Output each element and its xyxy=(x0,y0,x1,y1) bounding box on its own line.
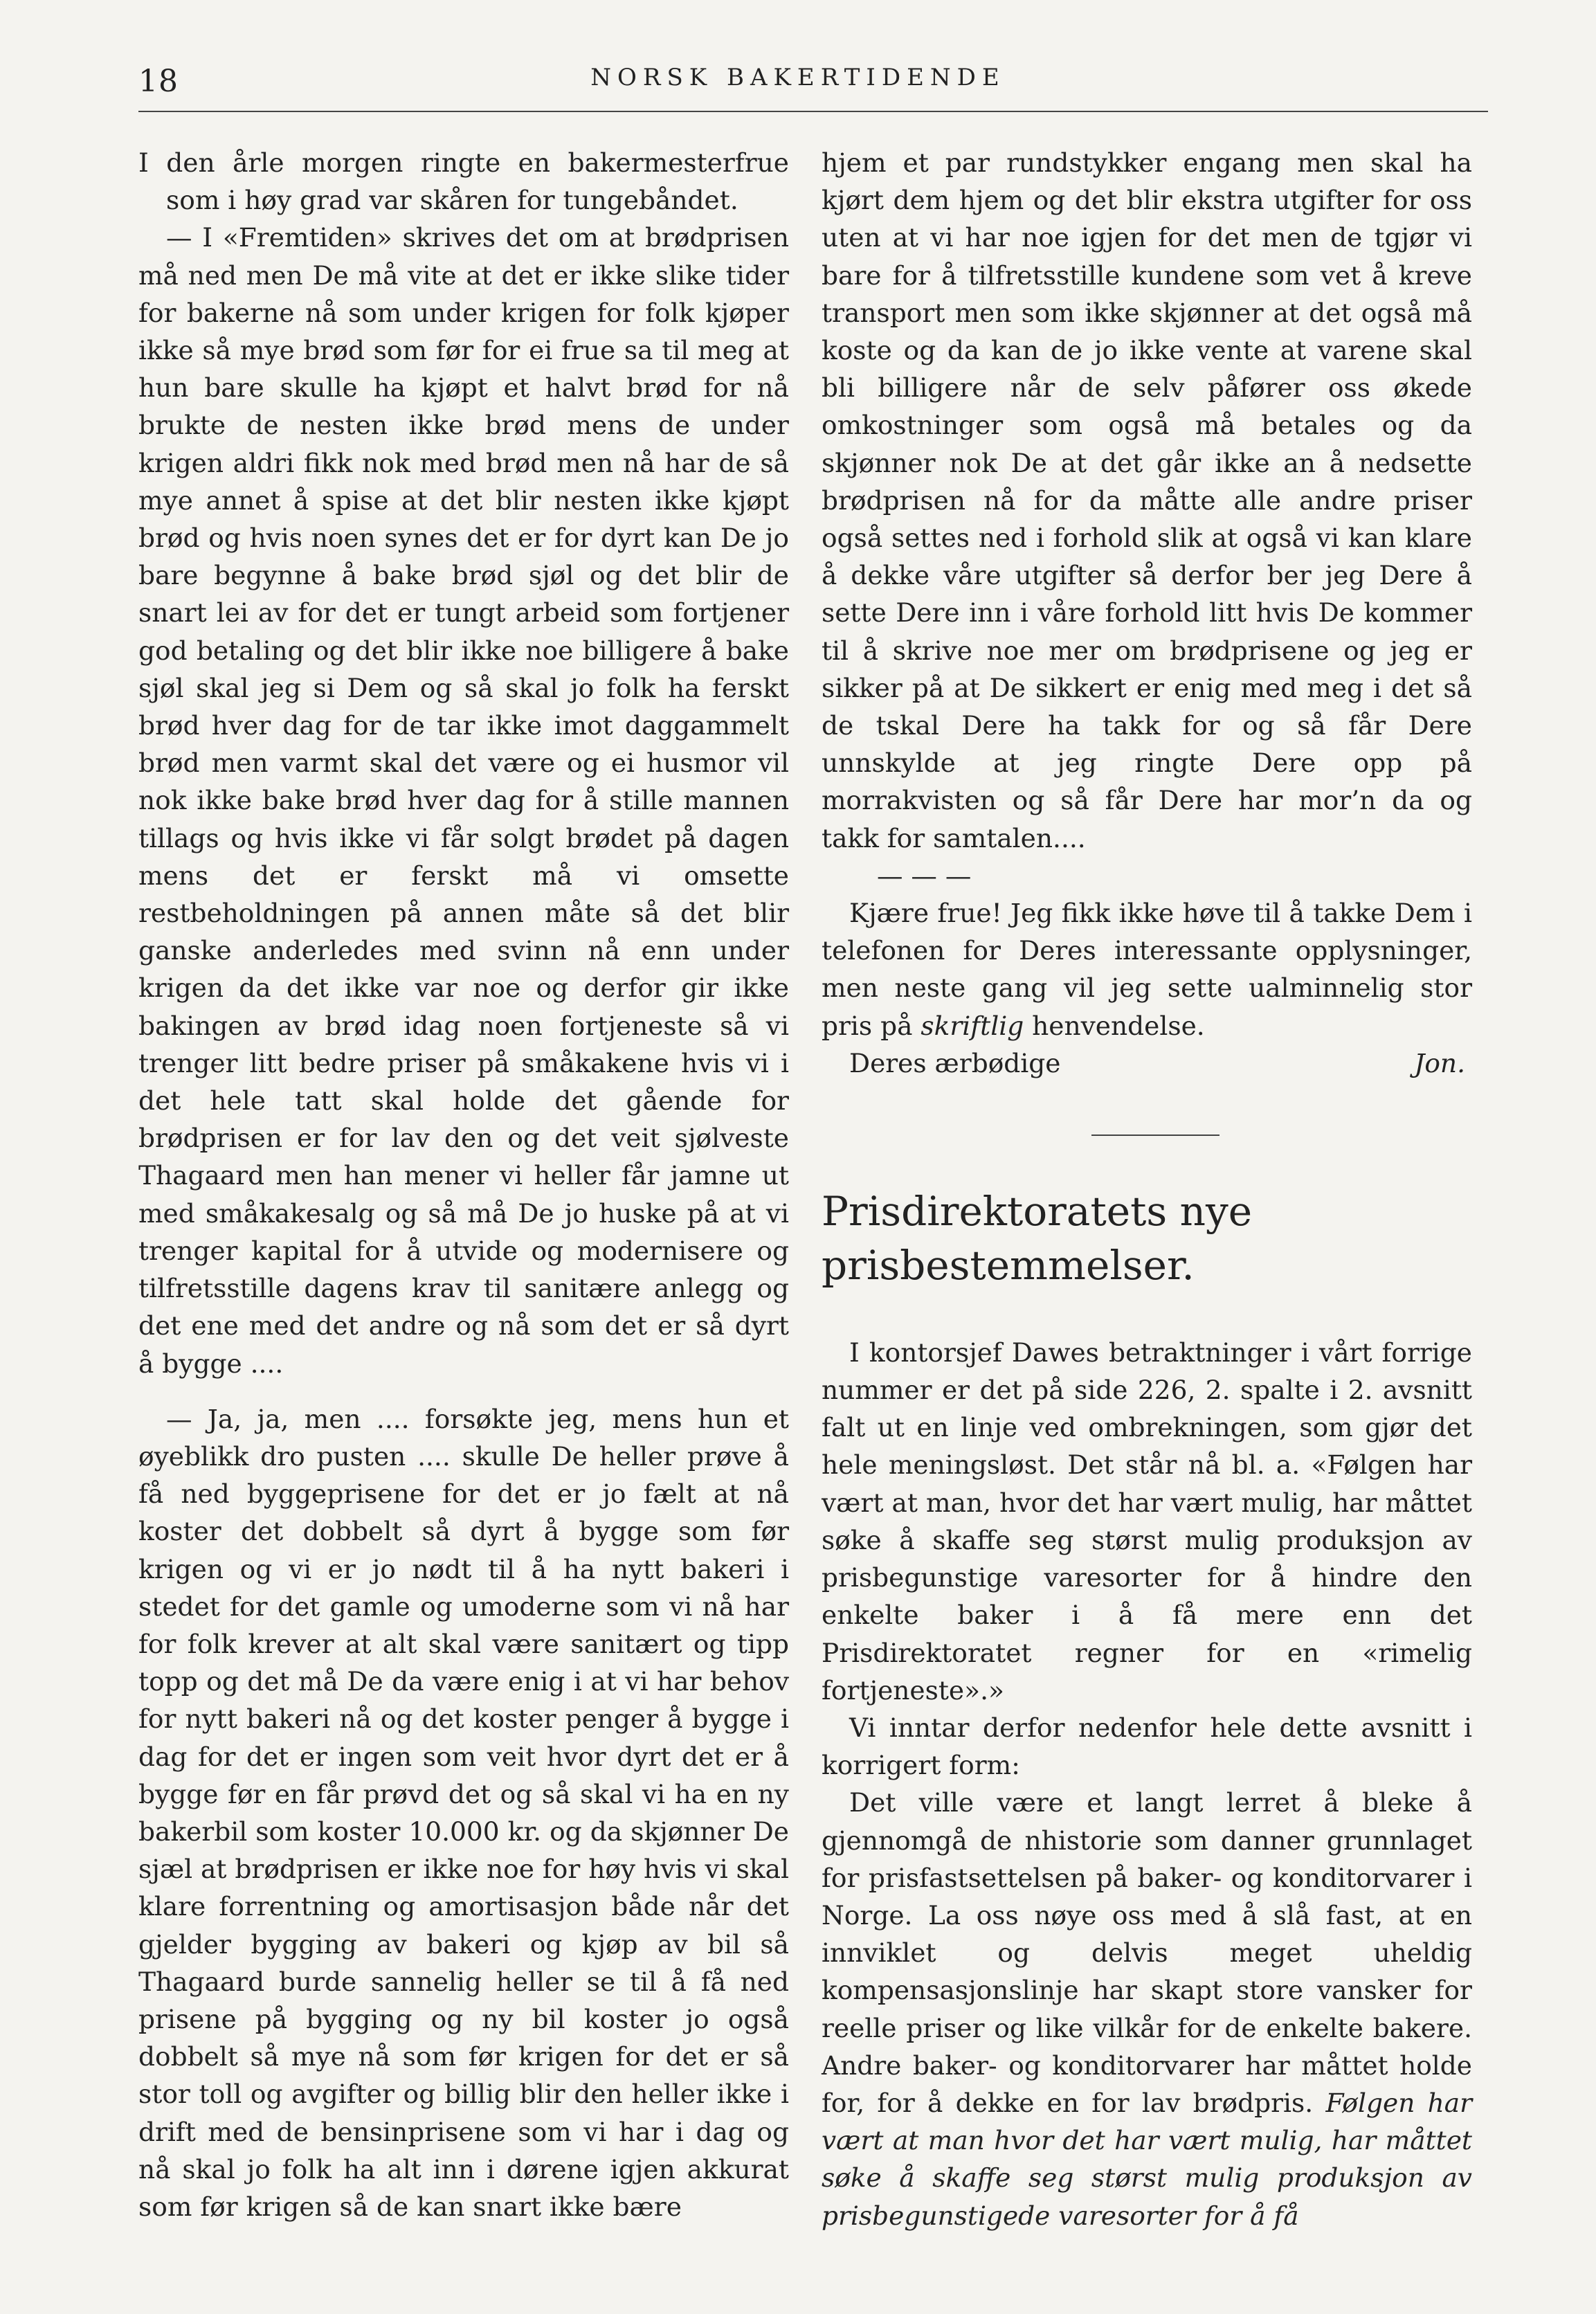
intro-paragraph: I den årle morgen ringte en bakermesterfrue som i høy grad var skåren for tungebåndet. xyxy=(138,147,789,216)
section-heading: Prisdirektoratets nye prisbestemmelser. xyxy=(822,1187,1253,1289)
signoff-greeting: Deres ærbødige xyxy=(849,1047,1061,1078)
body-paragraph: — Ja, ja, men .... forsøkte jeg, mens hun et øyeblikk dro pusten .... skulle De heller prøve å få ned byggeprisene for det er jo fælt at nå koster det dobbelt så dyrt å bygge som før krigen og vi er jo nødt til å ha nytt bakeri i stedet for det gamle og umoderne som vi nå har for folk krever at alt skal være sanitært og tipp topp og det må De da være enig i at vi har behov for nytt bakeri nå og det koster penger å bygge i dag for det er ingen som veit hvor dyrt det er å bygge før en får prøvd det og så skal vi ha en ny bakerbil som koster 10.000 kr. og da skjønner De sjæl at brødprisen er ikke noe for høy hvis vi skal klare forrentning og amortisasjon både når det gjelder bygging av bakeri og kjøp av bil så Thagaard burde sannelig heller se til å få ned prisene på bygging og ny bil koster jo også dobbelt så mye nå som før krigen for det er så stor toll og avgifter og billig blir den heller ikke i drift med de bensinprisene som vi har i dag og nå skal jo folk ha alt inn i dørene igjen akkurat som før krigen så de kan snart ikke bære xyxy=(138,1403,789,2222)
section-text: Det ville være et langt lerret å bleke å gjennomgå de nhistorie som danner grunnlaget for prisfastsettelsen på baker- og konditorvarer i Norge. La oss nøye oss med å slå fast, at en innviklet og delvis meget uheldig kompensasjonslinje har skapt store vansker for reelle priser og like vilkår for de enkelte bakere. Andre baker- og konditorvarer har måttet holde for, for å dekke en for lav brødpris. xyxy=(822,1787,1472,2118)
signoff-signature: Jon. xyxy=(1414,1047,1465,1078)
left-column xyxy=(138,144,789,2225)
reply-paragraph xyxy=(822,894,1472,1045)
right-column xyxy=(822,144,1472,2234)
reply-text-end: henvendelse. xyxy=(1032,1010,1205,1041)
header-rule xyxy=(138,111,1488,112)
continuation-paragraph: hjem et par rundstykker engang men skal ha kjørt dem hjem og det blir ekstra utgifter for oss uten at vi har noe igjen for det men de tgjør vi bare for å tilfretsstille kundene som vet å kreve transport men som ikke skjønner at det også må koste og da kan de jo ikke vente at varene skal bli billigere når de selv påfører oss økede omkostninger som også må betales og da skjønner nok De at det går ikke an å nedsette brødprisen nå for da måtte alle andre priser også settes ned i forhold slik at også vi kan klare å dekke våre utgifter så derfor ber jeg Dere å sette Dere inn i våre forhold litt hvis De kommer til å skrive noe mer om brødprisene og jeg er sikker på at De sikkert er enig med meg i det så de tskal Dere ha takk for og så får Dere unnskylde at jeg ringte Dere opp på morrakvisten og så får Dere har mor’n da og takk for samtalen.... xyxy=(822,147,1472,853)
section-paragraph xyxy=(822,1784,1472,2234)
body-paragraph: — I «Fremtiden» skrives det om at brødprisen må ned men De må vite at det er ikke slike tider for bakerne nå som under krigen for folk kjøper ikke så mye brød som før for ei frue sa til meg at hun bare skulle ha kjøpt et halvt brød for nå brukte de nesten ikke brød mens de under krigen aldri fikk nok med brød men nå har de så mye annet å spise at det blir nesten ikke kjøpt brød og hvis noen synes det er for dyrt kan De jo bare begynne å bake brød sjøl og det blir de snart lei av for det er tungt arbeid som fortjener god betaling og det blir ikke noe billigere å bake sjøl skal jeg si Dem og så skal jo folk ha ferskt brød hver dag for de tar ikke imot daggammelt brød men varmt skal det være og ei husmor vil nok ikke bake brød hver dag for å stille mannen tillags og hvis ikke vi får solgt brødet på dagen mens det er ferskt må vi omsette restbeholdningen på annen måte så det blir ganske anderledes med svinn nå enn under krigen da det ikke var noe og derfor gir ikke bakingen av brød idag noen fortjeneste så vi trenger litt bedre priser på småkakene hvis vi i det hele tatt skal holde det gående for brødprisen er for lav den og det veit sjølveste Thagaard men han mener vi heller får jamne ut med småkakesalg og så må De jo huske på at vi trenger kapital for å utvide og modernisere og tilfretsstille dagens krav til sanitære anlegg og det ene med det andre og nå som det er så dyrt å bygge .... xyxy=(138,222,789,1379)
section-paragraph: I kontorsjef Dawes betraktninger i vårt forrige nummer er det på side 226, 2. spalte i 2. avsnitt falt ut en linje ved ombrekningen, som gjør det hele meningsløst. Det står nå bl. a. «Følgen har vært at man, hvor det har vært mulig, har måttet søke å skaffe seg størst mulig produksjon av prisbegunstige varesorter for å hindre den enkelte baker i å få mere enn det Prisdirektoratet regner for en «rimelig fortjeneste».» xyxy=(822,1337,1472,1706)
running-head: NORSK BAKERTIDENDE xyxy=(590,64,1006,91)
reply-text: Kjære frue! Jeg fikk ikke høve til å takke Dem i telefonen for Deres interessante opplysninger, men neste gang vil jeg sette ualminnelig stor pris på xyxy=(822,898,1472,1041)
page-number: 18 xyxy=(138,64,179,99)
section-paragraph: Vi inntar derfor nedenfor hele dette avsnitt i korrigert form: xyxy=(822,1712,1472,1781)
separator-dashes: — — — xyxy=(877,860,972,891)
section-divider xyxy=(1091,1135,1219,1136)
reply-emphasis: skriftlig xyxy=(921,1010,1024,1041)
section-italic-text: Følgen har vært at man hvor det har vært mulig, har måttet søke å skaffe seg størst mulig produksjon av prisbegunstigede varesorter for å få xyxy=(822,2087,1473,2231)
signoff xyxy=(822,1045,1472,1082)
